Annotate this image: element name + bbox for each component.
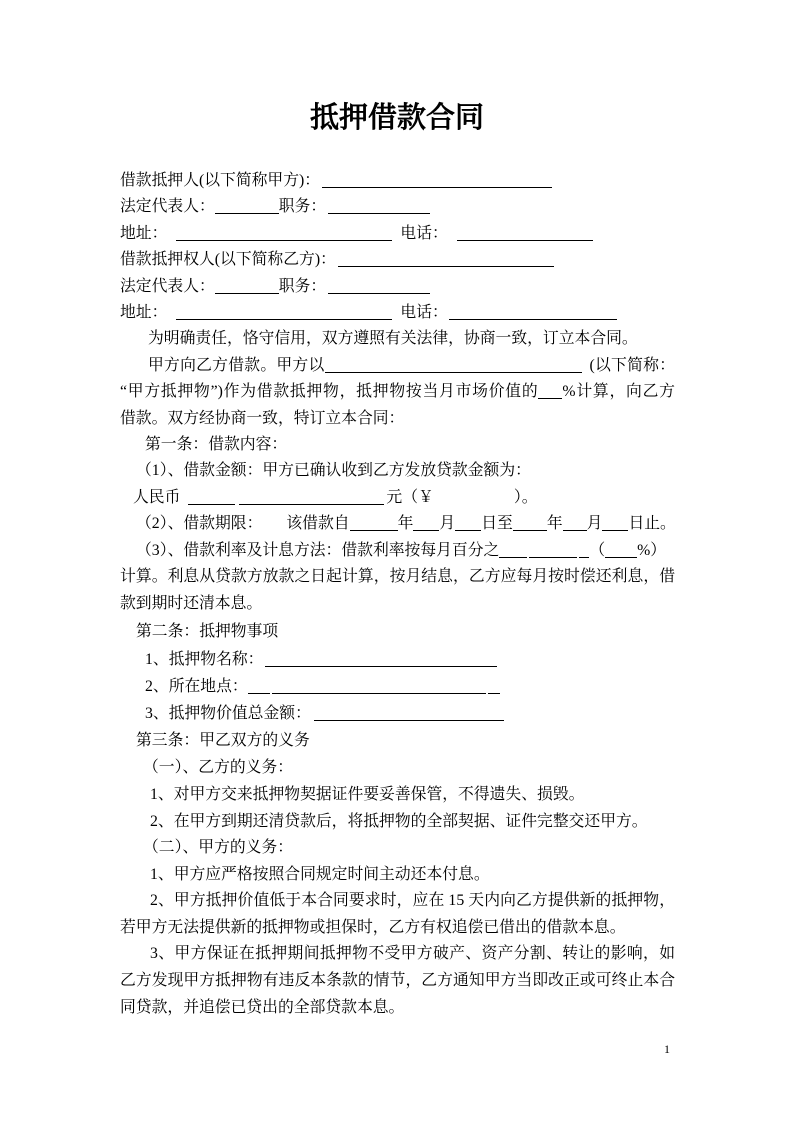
end-year-blank: [513, 530, 547, 531]
party-b-duty-item: 2、在甲方到期还清贷款后，将抵押物的全部契据、证件完整交还甲方。: [150, 813, 648, 830]
party-b-duty-item: 1、对甲方交来抵押物契据证件要妥善保管，不得遗失、损毁。: [150, 786, 585, 803]
currency-label: 人民币: [133, 489, 181, 506]
collateral-paragraph-line-2: [120, 382, 675, 402]
end-month-blank: [563, 530, 587, 531]
party-b-row: [120, 250, 554, 270]
collateral-value-blank: [314, 720, 504, 721]
party-b-representative-row: [120, 277, 430, 297]
collateral-paragraph-line-3: 借款。双方经协商一致，特订立本合同：: [120, 410, 405, 427]
party-a-phone-label: 电话：: [400, 225, 448, 242]
collateral-location-blank-3: [488, 693, 500, 694]
end-day-blank: [602, 530, 628, 531]
loan-amount-label: （1）、借款金额：甲方已确认收到乙方发放贷款金额为：: [136, 462, 531, 479]
article-1-heading: 第一条：借款内容：: [145, 436, 288, 453]
collateral-alias-text: (以下简称：: [589, 357, 675, 374]
party-a-label: 借款抵押人(以下简称甲方)：: [120, 172, 321, 189]
collateral-name-row: [145, 650, 497, 670]
interest-terms-line-1: 计算。利息从贷款方放款之日起计算，按月结息，乙方应每月按时偿还利息，借: [120, 568, 675, 585]
term-label: （2）、借款期限：: [136, 515, 263, 532]
interest-rate-row: [136, 541, 666, 561]
article-2-heading: 第二条：抵押物事项: [136, 623, 279, 640]
term-from-text: 该借款自: [286, 515, 350, 532]
collateral-name-blank: [325, 372, 582, 373]
rate-percent-close: %）: [637, 542, 667, 559]
monthly-rate-blank-1: [499, 557, 527, 558]
end-month-unit: 月: [586, 515, 603, 532]
monthly-rate-blank-3: [579, 557, 589, 558]
party-a-representative-blank: [215, 213, 279, 214]
party-b-address-blank: [176, 319, 392, 320]
article-3-heading: 第三条：甲乙双方的义务: [136, 732, 310, 749]
rate-paren-open: （: [589, 542, 606, 559]
rate-label: （3）、借款利率及计息方法：借款利率按每月百分之: [136, 542, 500, 559]
collateral-valuation-text: “甲方抵押物”)作为借款抵押物，抵押物按当月市场价值的: [120, 383, 539, 400]
party-a-duty-item-continued: 乙方发现甲方抵押物有违反本条款的情节，乙方通知甲方当即改正或可终止本合: [120, 972, 675, 989]
party-a-duties-heading: （二）、甲方的义务：: [143, 839, 294, 856]
valuation-percent-blank: [538, 398, 562, 399]
interest-terms-line-2: 款到期时还清本息。: [120, 595, 263, 612]
loan-term-row: [136, 514, 676, 534]
party-a-duty-item: 2、甲方抵押价值低于本合同要求时，应在 15 天内向乙方提供新的抵押物，: [150, 892, 675, 909]
start-year-unit: 年: [397, 515, 414, 532]
start-year-blank: [350, 530, 398, 531]
amount-words-blank-1: [188, 504, 235, 505]
party-b-phone-label: 电话：: [400, 304, 448, 321]
party-b-address-label: 地址：: [120, 304, 168, 321]
party-a-duty-item-continued: 同贷款，并追偿已贷出的全部贷款本息。: [120, 999, 405, 1016]
collateral-value-label: 3、抵押物价值总金额：: [145, 705, 311, 722]
amount-words-blank-2: [239, 504, 384, 505]
start-month-unit: 月: [439, 515, 456, 532]
party-a-duty-item: 1、甲方应严格按照合同规定时间主动还本付息。: [150, 866, 490, 883]
party-a-duty-item-continued: 若甲方无法提供新的抵押物或担保时，乙方有权追偿已借出的借款本息。: [120, 919, 626, 936]
loan-amount-row: [133, 488, 538, 508]
party-b-representative-blank: [215, 293, 279, 294]
collateral-location-row: [145, 677, 500, 697]
valuation-percent-text: %计算，向乙方: [562, 383, 675, 400]
start-day-to-text: 日至: [481, 515, 513, 532]
collateral-item-name-blank: [265, 666, 497, 667]
collateral-name-label: 1、抵押物名称：: [145, 651, 264, 668]
collateral-paragraph-line-1: [148, 356, 675, 376]
page-number: 1: [664, 1042, 670, 1056]
collateral-intro-text: 甲方向乙方借款。甲方以: [148, 357, 325, 374]
start-day-blank: [455, 530, 481, 531]
party-a-address-label: 地址：: [120, 225, 168, 242]
collateral-location-blank-1: [248, 693, 270, 694]
party-b-label: 借款抵押权人(以下简称乙方)：: [120, 251, 336, 268]
end-year-unit: 年: [546, 515, 563, 532]
party-a-position-label: 职务：: [278, 198, 327, 215]
party-b-phone-blank: [449, 319, 617, 320]
rate-percent-blank: [605, 557, 637, 558]
party-a-position-blank: [328, 213, 430, 214]
party-b-position-blank: [328, 293, 430, 294]
party-a-name-blank: [322, 187, 552, 188]
party-a-duty-item: 3、甲方保证在抵押期间抵押物不受甲方破产、资产分割、转让的影响，如: [150, 945, 675, 962]
party-b-representative-label: 法定代表人：: [120, 278, 215, 295]
start-month-blank: [413, 530, 439, 531]
contract-title: 抵押借款合同: [309, 102, 484, 134]
party-a-address-row: [120, 224, 593, 244]
party-b-address-row: [120, 303, 617, 323]
party-a-phone-blank: [457, 240, 593, 241]
party-b-name-blank: [338, 266, 554, 267]
collateral-location-label: 2、所在地点：: [145, 678, 248, 695]
party-a-representative-label: 法定代表人：: [120, 198, 215, 215]
amount-unit-text: 元（￥: [386, 489, 434, 506]
collateral-value-row: [145, 704, 504, 724]
end-day-text: 日止。: [628, 515, 676, 532]
party-b-position-label: 职务：: [278, 278, 327, 295]
party-a-representative-row: [120, 197, 430, 217]
party-a-address-blank: [176, 240, 392, 241]
amount-close-text: ）。: [513, 489, 538, 506]
party-a-row: [120, 171, 552, 191]
collateral-location-blank-2: [272, 693, 486, 694]
monthly-rate-blank-2: [529, 557, 577, 558]
purpose-paragraph: 为明确责任，恪守信用，双方遵照有关法律，协商一致，订立本合同。: [148, 330, 638, 347]
party-b-duties-heading: （一）、乙方的义务：: [143, 759, 294, 776]
